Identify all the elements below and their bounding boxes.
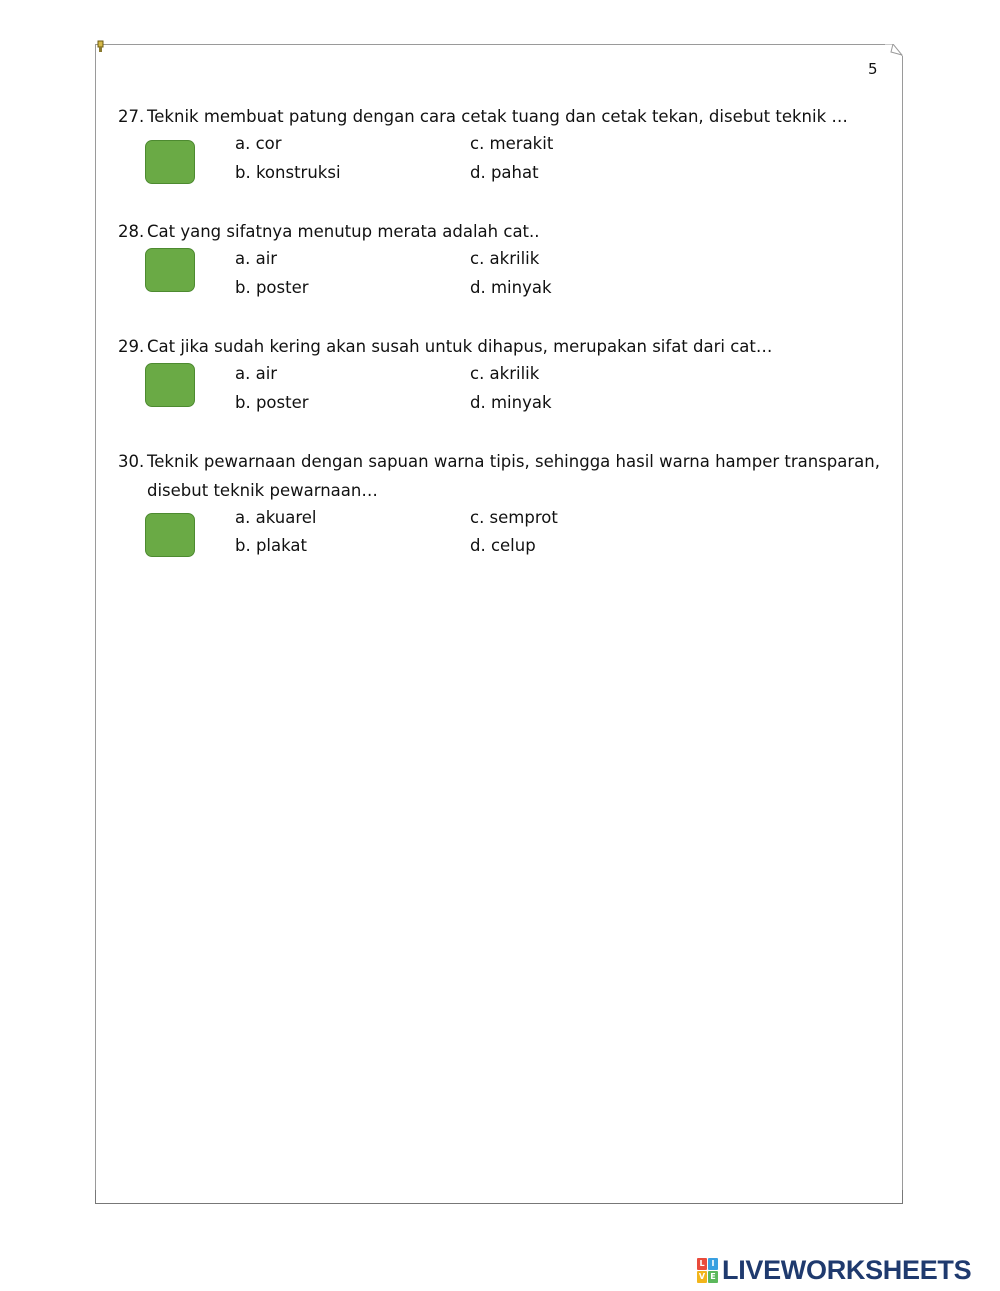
option-c-27: c. merakit [470,134,554,153]
answer-input-27[interactable] [145,140,195,184]
option-a-29: a. air [235,364,278,383]
option-b-27: b. konstruksi [235,163,341,182]
question-text: Teknik pewarnaan dengan sapuan warna tipis, sehingga hasil warna hamper transparan, disebut teknik pewarnaan… [147,452,880,500]
option-d-28: d. minyak [470,278,552,297]
option-b-28: b. poster [235,278,309,297]
bottom-left-tick [95,1190,96,1204]
question-number: 29. [118,337,145,356]
question-text: Cat jika sudah kering akan susah untuk dihapus, merupakan sifat dari cat… [147,337,773,356]
page-number: 5 [868,60,878,78]
page-fold-corner [885,44,903,56]
question-number: 30. [118,452,145,471]
option-a-28: a. air [235,249,278,268]
option-b-30: b. plakat [235,536,307,555]
option-b-29: b. poster [235,393,309,412]
question-text: Teknik membuat patung dengan cara cetak tuang dan cetak tekan, disebut teknik … [147,107,848,126]
option-a-30: a. akuarel [235,508,317,527]
question-29 [118,332,880,361]
option-c-28: c. akrilik [470,249,540,268]
option-c-29: c. akrilik [470,364,540,383]
question-27 [118,102,880,131]
option-d-29: d. minyak [470,393,552,412]
option-d-27: d. pahat [470,163,539,182]
logo-mark-icon [697,1258,718,1283]
option-a-27: a. cor [235,134,282,153]
question-28 [118,217,880,246]
answer-input-29[interactable] [145,363,195,407]
question-number: 27. [118,107,145,126]
option-c-30: c. semprot [470,508,558,527]
bottom-right-tick [902,1190,903,1204]
logo-letter: V [698,1271,706,1281]
question-number: 28. [118,222,145,241]
liveworksheets-logo [697,1255,971,1285]
logo-letter: I [708,1258,718,1270]
pin-icon [96,40,106,54]
brand-name: LIVEWORKSHEETS [722,1254,972,1285]
answer-input-30[interactable] [145,513,195,557]
logo-letter: L [697,1258,707,1270]
option-d-30: d. celup [470,536,536,555]
logo-letter: E [708,1271,718,1283]
answer-input-28[interactable] [145,248,195,292]
question-text: Cat yang sifatnya menutup merata adalah cat.. [147,222,540,241]
question-30 [118,447,880,505]
